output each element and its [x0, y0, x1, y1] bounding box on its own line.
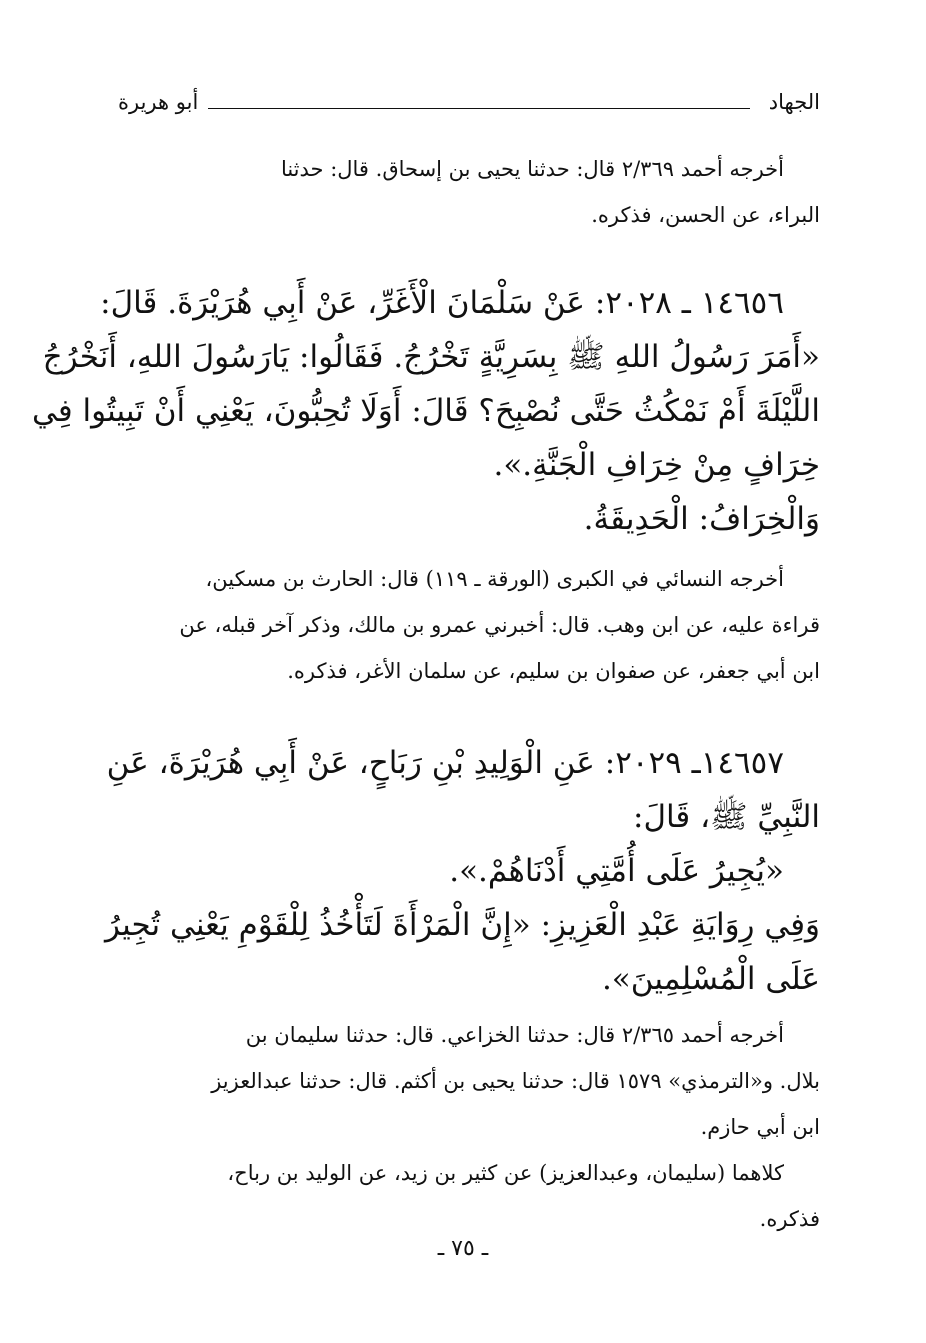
chapter-title: الجهاد [768, 90, 820, 114]
narrator-title: أبو هريرة [118, 90, 199, 114]
takhrij-note-3 [118, 1012, 820, 1242]
hadith-variant-line: وَفِي رِوَايَةِ عَبْدِ الْعَزِيزِ: «إِنَّ الْمَرْأَةَ لَتَأْخُذُ لِلْقَوْمِ يَعْنِي تُجِيرُ [105, 907, 820, 943]
note-line: بلال. و«الترمذي» ١٥٧٩ قال: حدثنا يحيى بن أكثم. قال: حدثنا عبدالعزيز [211, 1069, 820, 1093]
hadith-text-line: خِرَافٍ مِنْ خِرَافِ الْجَنَّةِ.». [493, 447, 820, 483]
hadith-14656 [32, 276, 820, 546]
note-line: ابن أبي جعفر، عن صفوان بن سليم، عن سلمان الأغر، فذكره. [287, 659, 820, 683]
hadith-14657 [105, 736, 820, 1006]
takhrij-note-2 [118, 556, 820, 694]
page-number: ـ ٧٥ ـ [437, 1236, 489, 1261]
hadith-heading: ١٤٦٥٦ ـ ٢٠٢٨: عَنْ سَلْمَانَ الْأَغَرِّ، عَنْ أَبِي هُرَيْرَةَ. قَالَ: [100, 285, 784, 321]
hadith-text-line: اللَّيْلَةَ أَمْ نَمْكُثُ حَتَّى نُصْبِحَ؟ قَالَ: أَوَلَا تُحِبُّونَ، يَعْنِي أَنْ تَبِيتُوا فِي [32, 393, 820, 429]
takhrij-note-1 [118, 146, 820, 238]
note-line: ابن أبي حازم. [700, 1115, 820, 1139]
note-line: كلاهما (سليمان، وعبدالعزيز) عن كثير بن زيد، عن الوليد بن رباح، [227, 1161, 784, 1185]
note-line: فذكره. [759, 1207, 820, 1231]
hadith-variant-line: عَلَى الْمُسْلِمِينَ». [601, 961, 820, 997]
running-header [118, 90, 820, 124]
note-line: البراء، عن الحسن، فذكره. [591, 203, 820, 227]
header-rule [208, 108, 750, 109]
note-line: أخرجه أحمد ٢/٣٦٥ قال: حدثنا الخزاعي. قال: حدثنا سليمان بن [245, 1023, 784, 1047]
note-line: أخرجه النسائي في الكبرى (الورقة ـ ١١٩) قال: الحارث بن مسكين، [205, 567, 784, 591]
hadith-text-line: النَّبِيِّ ﷺ، قَالَ: [633, 799, 820, 835]
hadith-text-line: «يُجِيرُ عَلَى أُمَّتِي أَدْنَاهُمْ.». [449, 853, 784, 889]
hadith-text-line: «أَمَرَ رَسُولُ اللهِ ﷺ بِسَرِيَّةٍ تَخْرُجُ. فَقَالُوا: يَارَسُولَ اللهِ، أَنَخْرُجُ [42, 339, 820, 375]
hadith-gloss: وَالْخِرَافُ: الْحَدِيقَةُ. [583, 501, 820, 537]
hadith-heading: ١٤٦٥٧ـ ٢٠٢٩: عَنِ الْوَلِيدِ بْنِ رَبَاحٍ، عَنْ أَبِي هُرَيْرَةَ، عَنِ [106, 745, 784, 781]
note-line: قراءة عليه، عن ابن وهب. قال: أخبرني عمرو بن مالك، وذكر آخر قبله، عن [179, 613, 820, 637]
note-line: أخرجه أحمد ٢/٣٦٩ قال: حدثنا يحيى بن إسحاق. قال: حدثنا [280, 157, 784, 181]
